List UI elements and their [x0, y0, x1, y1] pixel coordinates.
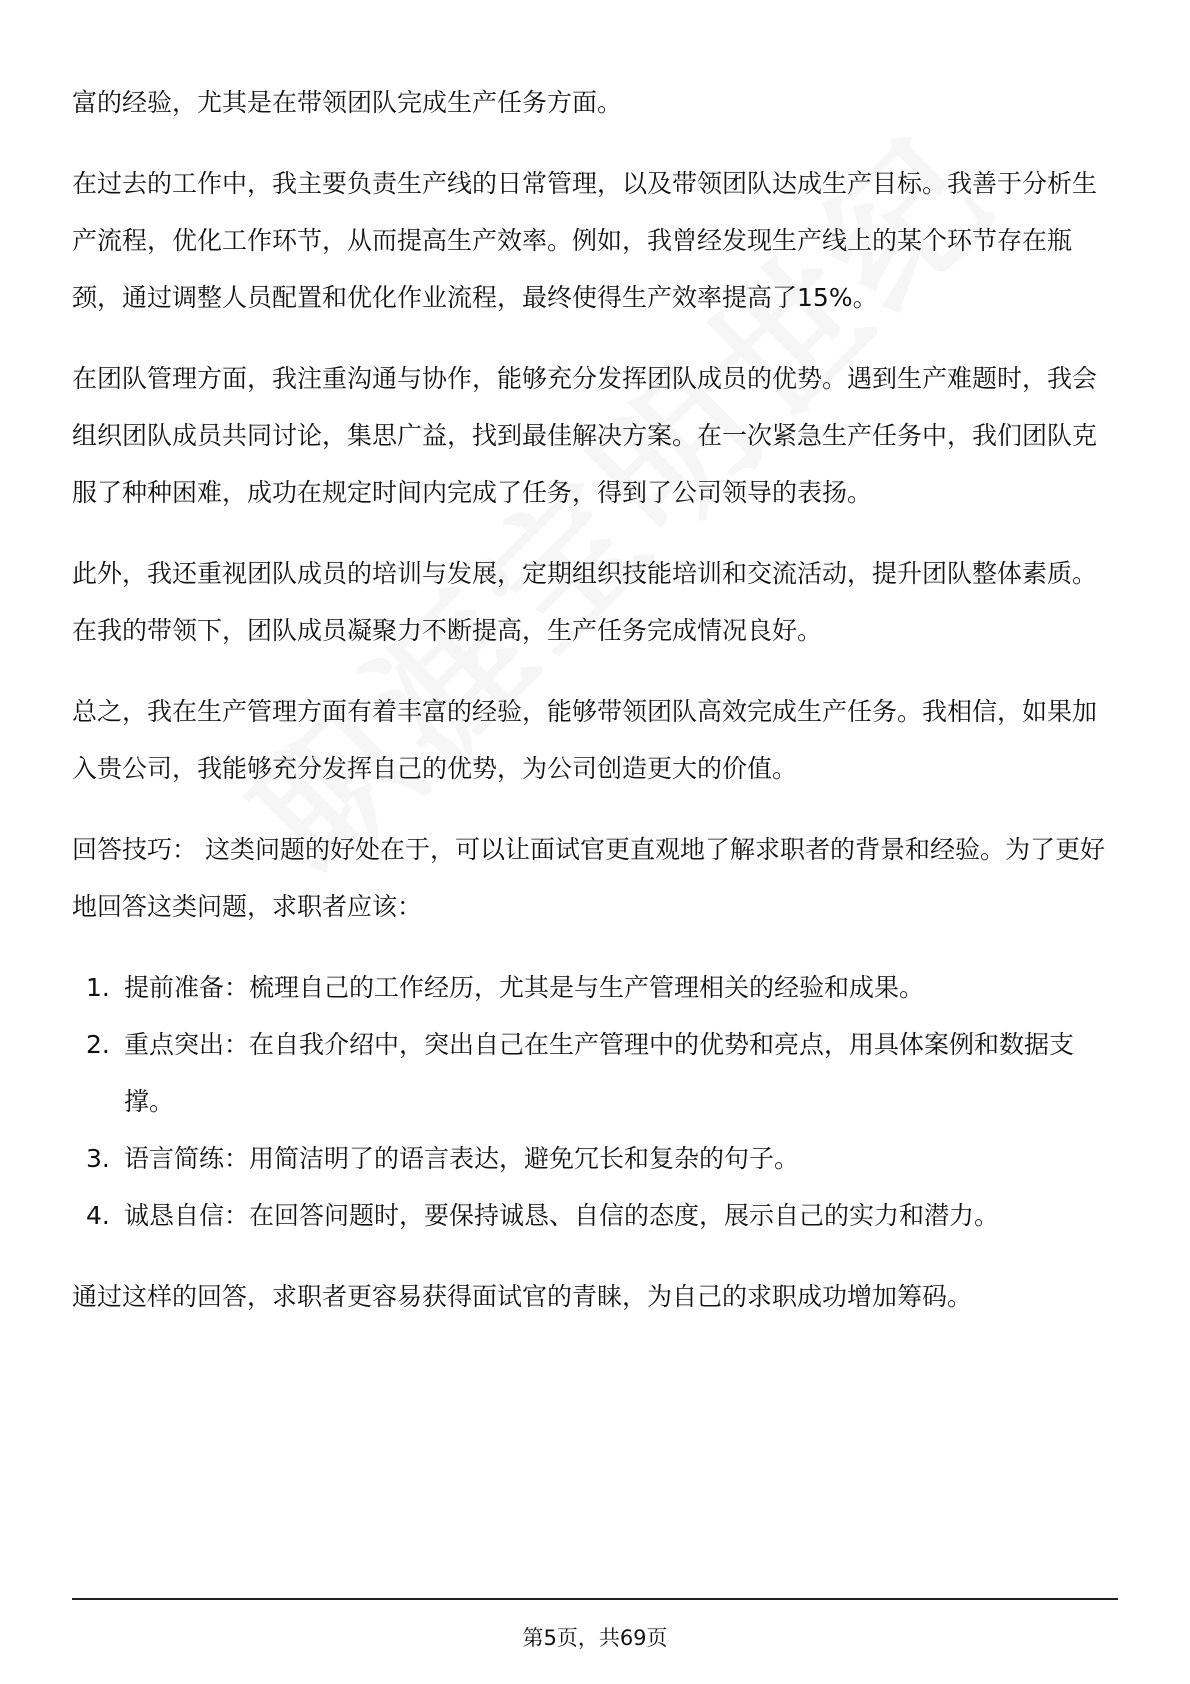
tips-list: [72, 959, 1120, 1244]
list-item: [72, 1187, 1120, 1244]
list-item-text: 诚恳自信：在回答问题时，要保持诚恳、自信的态度，展示自己的实力和潜力。: [124, 1201, 1000, 1230]
paragraph-continued: 富的经验，尤其是在带领团队完成生产任务方面。: [72, 88, 623, 117]
list-item: [72, 1016, 1120, 1130]
paragraph-work-experience: 在过去的工作中，我主要负责生产线的日常管理，以及带领团队达成生产目标。我善于分析生产流程，优化工作环节，从而提高生产效率。例如，我曾经发现生产线上的某个环节存在瓶颈，通过调整人员配置和优化作业流程，最终使得生产效率提高了15%。: [72, 169, 1098, 312]
paragraph-summary: 总之，我在生产管理方面有着丰富的经验，能够带领团队高效完成生产任务。我相信，如果加入贵公司，我能够充分发挥自己的优势，为公司创造更大的价值。: [72, 697, 1098, 783]
list-item-number: 2.: [86, 1030, 110, 1059]
document-body: [72, 30, 1120, 1349]
list-item-text: 重点突出：在自我介绍中，突出自己在生产管理中的优势和亮点，用具体案例和数据支撑。: [124, 1030, 1075, 1116]
list-item-number: 3.: [86, 1144, 110, 1173]
paragraph-answer-tips: 回答技巧： 这类问题的好处在于，可以让面试官更直观地了解求职者的背景和经验。为了更好地回答这类问题，求职者应该：: [72, 835, 1105, 921]
paragraph-training: 此外，我还重视团队成员的培训与发展，定期组织技能培训和交流活动，提升团队整体素质。在我的带领下，团队成员凝聚力不断提高，生产任务完成情况良好。: [72, 559, 1098, 645]
list-item: [72, 1130, 1120, 1187]
paragraph-closing: 通过这样的回答，求职者更容易获得面试官的青睐，为自己的求职成功增加筹码。: [72, 1282, 973, 1311]
list-item-text: 语言简练：用简洁明了的语言表达，避免冗长和复杂的句子。: [124, 1144, 800, 1173]
list-item-text: 提前准备：梳理自己的工作经历，尤其是与生产管理相关的经验和成果。: [124, 973, 925, 1002]
list-item: [72, 959, 1120, 1016]
paragraph-team-management: 在团队管理方面，我注重沟通与协作，能够充分发挥团队成员的优势。遇到生产难题时，我会组织团队成员共同讨论，集思广益，找到最佳解决方案。在一次紧急生产任务中，我们团队克服了种种困难，成功在规定时间内完成了任务，得到了公司领导的表扬。: [72, 364, 1098, 507]
page-number: 第5页，共69页: [522, 1626, 668, 1650]
list-item-number: 1.: [86, 973, 110, 1002]
footer-divider: [72, 1598, 1118, 1600]
list-item-number: 4.: [86, 1201, 110, 1230]
